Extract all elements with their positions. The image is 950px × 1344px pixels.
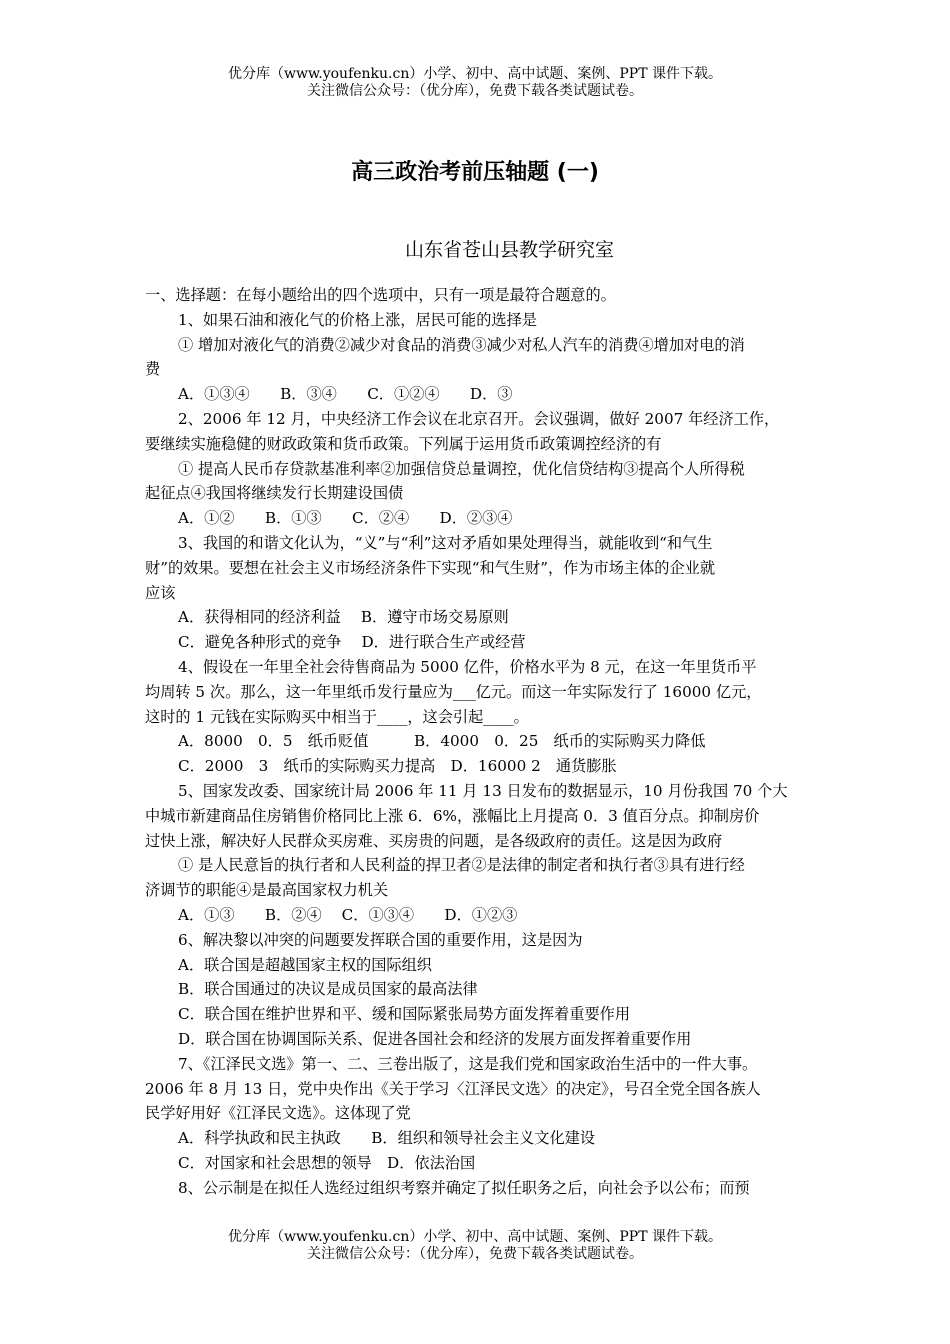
text-line: ① 是人民意旨的执行者和人民利益的捍卫者②是法律的制定者和执行者③具有进行经 <box>178 856 745 875</box>
text-line: 起征点④我国将继续发行长期建设国债 <box>145 484 404 503</box>
text-line: A．联合国是超越国家主权的国际组织 <box>178 955 432 974</box>
text-line: 均周转 5 次。那么，这一年里纸币发行量应为___亿元。而这一年实际发行了 16000 亿元， <box>145 682 762 701</box>
text-line: 一、选择题：在每小题给出的四个选项中，只有一项是最符合题意的。 <box>145 286 616 304</box>
text-line: 2、2006 年 12 月，中央经济工作会议在北京召开。会议强调，做好 2007 年经济工作， <box>178 409 780 428</box>
footer-line-1: 优分库（www.youfenku.cn）小学、初中、高中试题、案例、PPT 课件下载。 <box>227 1229 722 1245</box>
text-line: 8、公示制是在拟任人选经过组织考察并确定了拟任职务之后，向社会予以公布；而预 <box>178 1178 750 1197</box>
text-line: C．联合国在维护世界和平、缓和国际紧张局势方面发挥着重要作用 <box>178 1005 631 1024</box>
page-footer <box>0 1229 950 1263</box>
text-line: 费 <box>145 360 161 379</box>
text-line: A．①③④ B．③④ C．①②④ D．③ <box>178 385 513 404</box>
text-line: D．联合国在协调国际关系、促进各国社会和经济的发展方面发挥着重要作用 <box>178 1029 692 1048</box>
text-line: 应该 <box>145 583 176 602</box>
text-line: 4、假设在一年里全社会待售商品为 5000 亿件，价格水平为 8 元，在这一年里货币平 <box>178 657 757 676</box>
text-line: C．对国家和社会思想的领导 D．依法治国 <box>178 1153 476 1172</box>
text-line: 财”的效果。要想在社会主义市场经济条件下实现“和气生财”，作为市场主体的企业就 <box>145 558 716 577</box>
text-line: 过快上涨，解决好人民群众买房难、买房贵的问题，是各级政府的责任。这是因为政府 <box>145 831 723 850</box>
text-line: ① 增加对液化气的消费②减少对食品的消费③减少对私人汽车的消费④增加对电的消 <box>178 335 745 354</box>
text-line: A．①② B．①③ C．②④ D．②③④ <box>178 509 513 528</box>
text-line: C．避免各种形式的竞争 D．进行联合生产或经营 <box>178 633 526 652</box>
text-line: 这时的 1 元钱在实际购买中相当于____，这会引起____。 <box>145 707 529 726</box>
text-line: A．获得相同的经济利益 B．遵守市场交易原则 <box>178 608 509 627</box>
text-line: 2006 年 8 月 13 日，党中央作出《关于学习〈江泽民文选〉的决定》，号召全党全国各族人 <box>145 1079 761 1098</box>
text-line: B．联合国通过的决议是成员国家的最高法律 <box>178 980 478 999</box>
text-line: C．2000 3 纸币的实际购买力提高 D．16000 2 通货膨胀 <box>178 757 617 776</box>
header-line-1: 优分库（www.youfenku.cn）小学、初中、高中试题、案例、PPT 课件下载。 <box>227 66 722 82</box>
page-header <box>0 66 950 100</box>
text-line: 要继续实施稳健的财政政策和货币政策。下列属于运用货币政策调控经济的有 <box>145 434 662 453</box>
text-line: 民学好用好《江泽民文选》。这体现了党 <box>145 1104 411 1123</box>
text-line: 5、国家发改委、国家统计局 2006 年 11 月 13 日发布的数据显示，10 月份我国 70 个大 <box>178 781 788 800</box>
text-line: A．①③ B．②④ C．①③④ D．①②③ <box>178 905 518 924</box>
text-line: ① 提高人民币存贷款基准利率②加强信贷总量调控，优化信贷结构③提高个人所得税 <box>178 459 745 478</box>
text-line: 3、我国的和谐文化认为，“义”与“利”这对矛盾如果处理得当，就能收到“和气生 <box>178 533 713 552</box>
footer-line-2: 关注微信公众号：（优分库），免费下载各类试题试卷。 <box>307 1246 643 1262</box>
text-line: A．科学执政和民主执政 B．组织和领导社会主义文化建设 <box>178 1129 596 1148</box>
document-subtitle: 山东省苍山县教学研究室 <box>405 239 615 261</box>
text-line: A．8000 0．5 纸币贬值 B．4000 0．25 纸币的实际购买力降低 <box>178 732 706 751</box>
text-line: 中城市新建商品住房销售价格同比上涨 6．6%，涨幅比上月提高 0．3 值百分点。抑制房价 <box>145 806 760 825</box>
header-line-2: 关注微信公众号：（优分库），免费下载各类试题试卷。 <box>307 83 643 99</box>
text-line: 济调节的职能④是最高国家权力机关 <box>145 881 388 900</box>
text-line: 6、解决黎以冲突的问题要发挥联合国的重要作用，这是因为 <box>178 930 583 949</box>
text-line: 7、《江泽民文选》第一、二、三卷出版了，这是我们党和国家政治生活中的一件大事。 <box>178 1054 758 1073</box>
document-title: 高三政治考前压轴题 (一) <box>351 160 599 185</box>
document-body <box>145 283 805 1200</box>
text-line: 1、如果石油和液化气的价格上涨，居民可能的选择是 <box>178 310 537 329</box>
